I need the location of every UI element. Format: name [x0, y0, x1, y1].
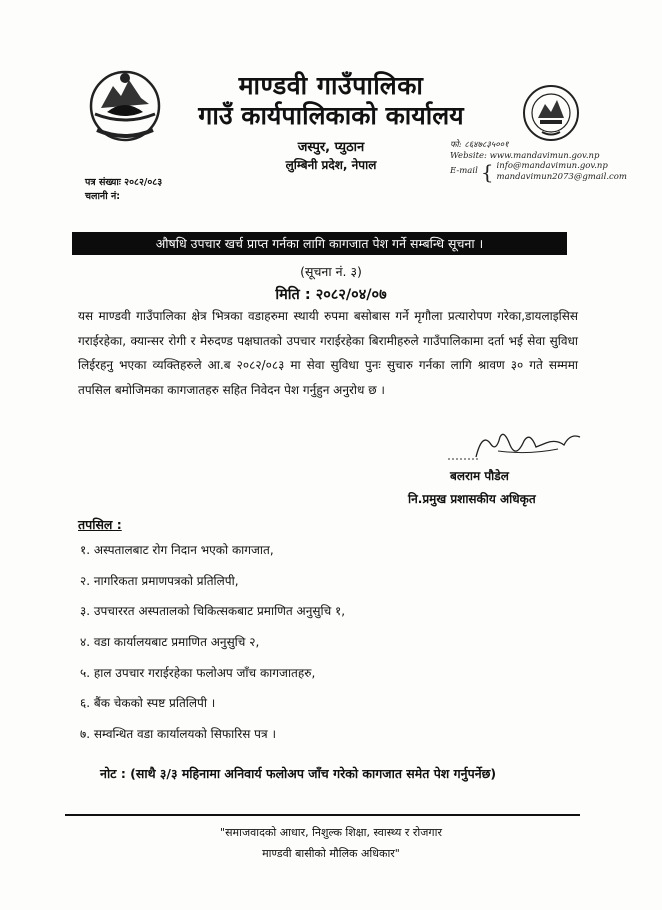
email-block — [450, 161, 627, 182]
list-item: १. अस्पतालबाट रोग निदान भएको कागजात, — [80, 543, 274, 557]
brace-icon: { — [480, 159, 494, 184]
list-item: २. नागरिकता प्रमाणपत्रको प्रतिलिपी, — [80, 573, 239, 588]
email-2: mandavimun2073@gmail.com — [496, 171, 627, 182]
municipality-name: माण्डवी गाउँपालिका — [238, 71, 424, 100]
list-heading: तपसिल : — [78, 517, 122, 532]
address-line-2: लुम्बिनी प्रदेश, नेपाल — [285, 158, 377, 172]
list-item: ४. वडा कार्यालयबाट प्रमाणित अनुसुचि २, — [80, 635, 260, 650]
office-name: गाउँ कार्यपालिकाको कार्यालय — [198, 101, 464, 130]
list-item: ६. बैंक चेकको स्पष्ट प्रतिलिपी । — [80, 696, 216, 711]
phone-number: फो: ८६४७८३५००१ — [450, 140, 509, 150]
signatory-title: नि.प्रमुख प्रशासकीय अधिकृत — [408, 492, 536, 506]
list-item: ७. सम्वन्धित वडा कार्यालयको सिफारिस पत्र । — [80, 727, 276, 742]
email-1: info@mandavimun.gov.np — [496, 161, 608, 171]
handwritten-signature — [438, 423, 588, 465]
letter-number: पत्र संख्याः २०८२/०८३ — [85, 177, 163, 188]
email-label: E-mail — [450, 166, 478, 177]
contact-block — [450, 140, 627, 182]
notice-banner: औषधि उपचार खर्च प्राप्त गर्नका लागि कागजात पेश गर्ने सम्बन्धि सूचना । — [72, 232, 567, 255]
footer-slogan-1: "समाजवादको आधार, निशुल्क शिक्षा, स्वास्थ्य र रोजगार — [220, 826, 442, 839]
signatory-name: बलराम पौडेल — [450, 469, 509, 483]
footer-divider — [65, 814, 580, 816]
website: Website: www.mandavimun.gov.np — [450, 150, 600, 161]
note: नोट : (साथै ३/३ महिनामा अनिवार्य फलोअप जाँच गरेको कागजात समेत पेश गर्नुपर्नेछ) — [100, 766, 497, 781]
dispatch-number: चलानी नं: — [85, 191, 121, 202]
notice-number: (सूचना नं. ३) — [300, 264, 362, 279]
document-list — [80, 540, 345, 755]
notice-body: यस माण्डवी गाउँपालिका क्षेत्र भित्रका वडाहरुमा स्थायी रुपमा बसोबास गर्ने मृगौला प्रत्यारोपण गरेका,डायलाइसिस गराईरहेका, क्यान्सर रोगी र मेरुदण्ड पक्षघातको उपचार गराईरहेका बिरामीहरुले गाउँपालिकामा दर्ता भई सेवा सुविधा लिईरहनु भएका व्यक्तिहरुले आ.ब २०८२/०८३ मा सेवा सुविधा पुनः सुचारु गर्नका लागि श्रावण ३० गते सम्ममा तपसिल बमोजिमका कागजातहरु सहित निवेदन पेश गर्नुहुन अनुरोध छ । — [78, 309, 578, 397]
notice-date: मिति : २०८२/०४/०७ — [275, 287, 387, 303]
footer-slogan-2: माण्डवी बासीको मौलिक अधिकार" — [262, 847, 400, 860]
address-line-1: जस्पुर, प्युठान — [297, 140, 365, 155]
list-item: ५. हाल उपचार गराईरहेका फलोअप जाँच कागजातहरु, — [80, 665, 316, 680]
reference-block — [85, 176, 162, 204]
list-item: ३. उपचाररत अस्पतालको चिकित्सकबाट प्रमाणित अनुसुचि १, — [80, 604, 346, 619]
